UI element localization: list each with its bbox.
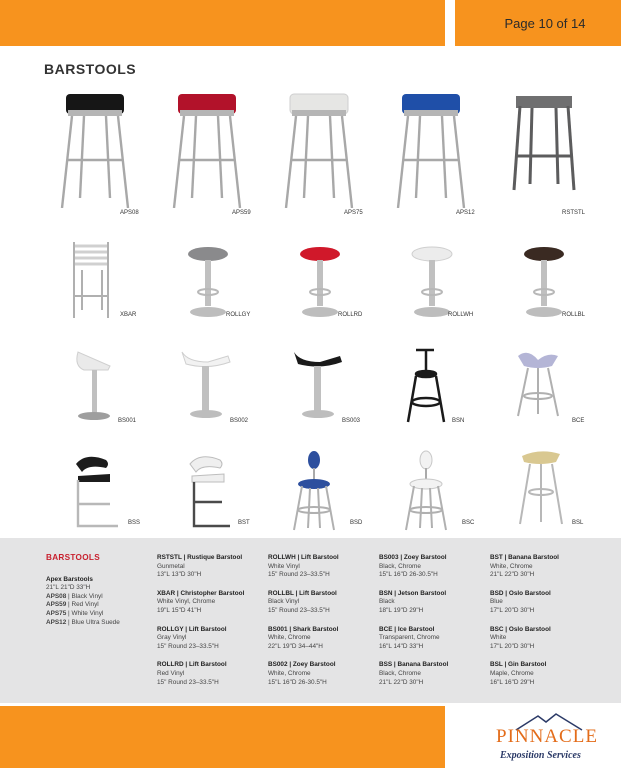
- barstool-image: [68, 240, 118, 320]
- product-code: APS59: [232, 210, 251, 216]
- product-code: BSL: [572, 520, 584, 526]
- product-cell: [264, 90, 376, 216]
- product-code: ROLLBL: [562, 312, 586, 318]
- barstool-image: [514, 246, 574, 320]
- barstool-image: [402, 246, 462, 320]
- apex-item: APS12 | Blue Ultra Suede: [46, 618, 120, 626]
- barstool-image: [290, 346, 350, 422]
- barstool-image: [396, 90, 476, 208]
- spec-entry: BSL | Gin Barstool Maple, Chrome 16"L 16"D 29"H: [490, 661, 547, 686]
- product-cell: [264, 240, 376, 350]
- product-code: ROLLGY: [226, 312, 251, 318]
- product-code: BSC: [462, 520, 475, 526]
- product-code: BSD: [350, 520, 363, 526]
- product-grid: [40, 90, 600, 530]
- legend-column-4: [379, 554, 491, 697]
- legend-column-2: [157, 554, 269, 697]
- logo-sub-text: Exposition Services: [500, 750, 581, 761]
- product-cell: [40, 90, 152, 216]
- apex-item: APS59 | Red Vinyl: [46, 601, 99, 609]
- legend-column-3: [268, 554, 380, 697]
- product-code: BSN: [452, 418, 465, 424]
- product-cell: [376, 240, 488, 350]
- page-number: Page 10 of 14: [504, 15, 586, 31]
- barstool-image: [400, 448, 450, 532]
- spec-entry: BS001 | Shark Barstool White, Chrome 22"L 19"D 34–44"H: [268, 625, 339, 650]
- spec-entry: ROLLRD | Lift Barstool Red Vinyl 15" Round 23–33.5"H: [157, 661, 227, 686]
- barstool-image: [178, 246, 238, 320]
- barstool-image: [180, 452, 236, 532]
- product-cell: [488, 240, 600, 350]
- apex-dims: 21"L 21"D 33"H: [46, 584, 91, 592]
- barstool-image: [60, 90, 140, 208]
- product-code: ROLLWH: [448, 312, 474, 318]
- barstool-image: [66, 452, 122, 532]
- product-cell: [152, 240, 264, 350]
- spec-entry: BS003 | Zoey Barstool Black, Chrome 15"L 16"D 26-30.5"H: [379, 554, 447, 579]
- product-code: APS75: [344, 210, 363, 216]
- product-code: RSTSTL: [562, 210, 586, 216]
- logo-main-text: PINNACLE: [496, 726, 598, 747]
- apex-title: Apex Barstools: [46, 575, 93, 583]
- product-cell: [264, 346, 376, 456]
- product-cell: [376, 346, 488, 456]
- spec-entry: BSD | Oslo Barstool Blue 17"L 20"D 30"H: [490, 589, 551, 614]
- barstool-image: [514, 346, 564, 420]
- product-code: BS003: [342, 418, 361, 424]
- product-cell: [40, 346, 152, 456]
- barstool-image: [404, 346, 454, 426]
- barstool-image: [290, 246, 350, 320]
- apex-item: APS75 | White Vinyl: [46, 609, 104, 617]
- spec-entry: ROLLWH | Lift Barstool White Vinyl 15" Round 23–33.5"H: [268, 554, 339, 579]
- product-code: APS08: [120, 210, 139, 216]
- specification-panel: [0, 538, 621, 703]
- barstool-image: [178, 346, 238, 422]
- spec-entry: ROLLBL | Lift Barstool Black Vinyl 15" Round 23–33.5"H: [268, 589, 337, 614]
- product-code: BS001: [118, 418, 137, 424]
- header-orange-bar: [0, 0, 445, 46]
- spec-entry: ROLLGY | Lift Barstool Gray Vinyl 15" Round 23–33.5"H: [157, 625, 227, 650]
- barstool-image: [284, 90, 364, 208]
- product-cell: [40, 240, 152, 350]
- legend-heading: BARSTOOLS: [46, 553, 100, 562]
- product-code: BCE: [572, 418, 585, 424]
- spec-entry: BS002 | Zoey Barstool White, Chrome 15"L 16"D 26-30.5"H: [268, 661, 336, 686]
- spec-entry: BSC | Oslo Barstool White 17"L 20"D 30"H: [490, 625, 551, 650]
- product-cell: [488, 90, 600, 216]
- product-code: ROLLRD: [338, 312, 363, 318]
- product-code: XBAR: [120, 312, 137, 318]
- apex-item: APS08 | Black Vinyl: [46, 592, 103, 600]
- legend-column-1: [46, 554, 158, 627]
- page-indicator: [455, 0, 621, 46]
- product-cell: [152, 346, 264, 456]
- spec-entry: XBAR | Christopher Barstool White Vinyl, Chrome 19"L 15"D 41"H: [157, 589, 245, 614]
- product-code: BSS: [128, 520, 141, 526]
- legend-column-5: [490, 554, 602, 697]
- barstool-image: [510, 94, 580, 194]
- spec-entry: BST | Banana Barstool White, Chrome 21"L 22"D 30"H: [490, 554, 559, 579]
- spec-entry: BSS | Banana Barstool Black, Chrome 21"L 22"D 30"H: [379, 661, 449, 686]
- product-cell: [152, 90, 264, 216]
- barstool-image: [64, 346, 124, 422]
- barstool-image: [172, 90, 252, 208]
- product-cell: [488, 346, 600, 456]
- barstool-image: [516, 448, 566, 532]
- product-code: BS002: [230, 418, 249, 424]
- product-cell: [376, 90, 488, 216]
- pinnacle-logo: [486, 712, 606, 766]
- footer-orange-bar: [0, 706, 445, 768]
- spec-entry: BCE | Ice Barstool Transparent, Chrome 16"L 14"D 33"H: [379, 625, 440, 650]
- product-code: APS12: [456, 210, 475, 216]
- spec-entry: BSN | Jetson Barstool Black 18"L 19"D 29"H: [379, 589, 447, 614]
- barstool-image: [288, 448, 338, 532]
- section-title: BARSTOOLS: [44, 61, 137, 77]
- product-code: BST: [238, 520, 250, 526]
- spec-entry: RSTSTL | Rustique Barstool Gunmetal 13"L 13"D 30"H: [157, 554, 243, 579]
